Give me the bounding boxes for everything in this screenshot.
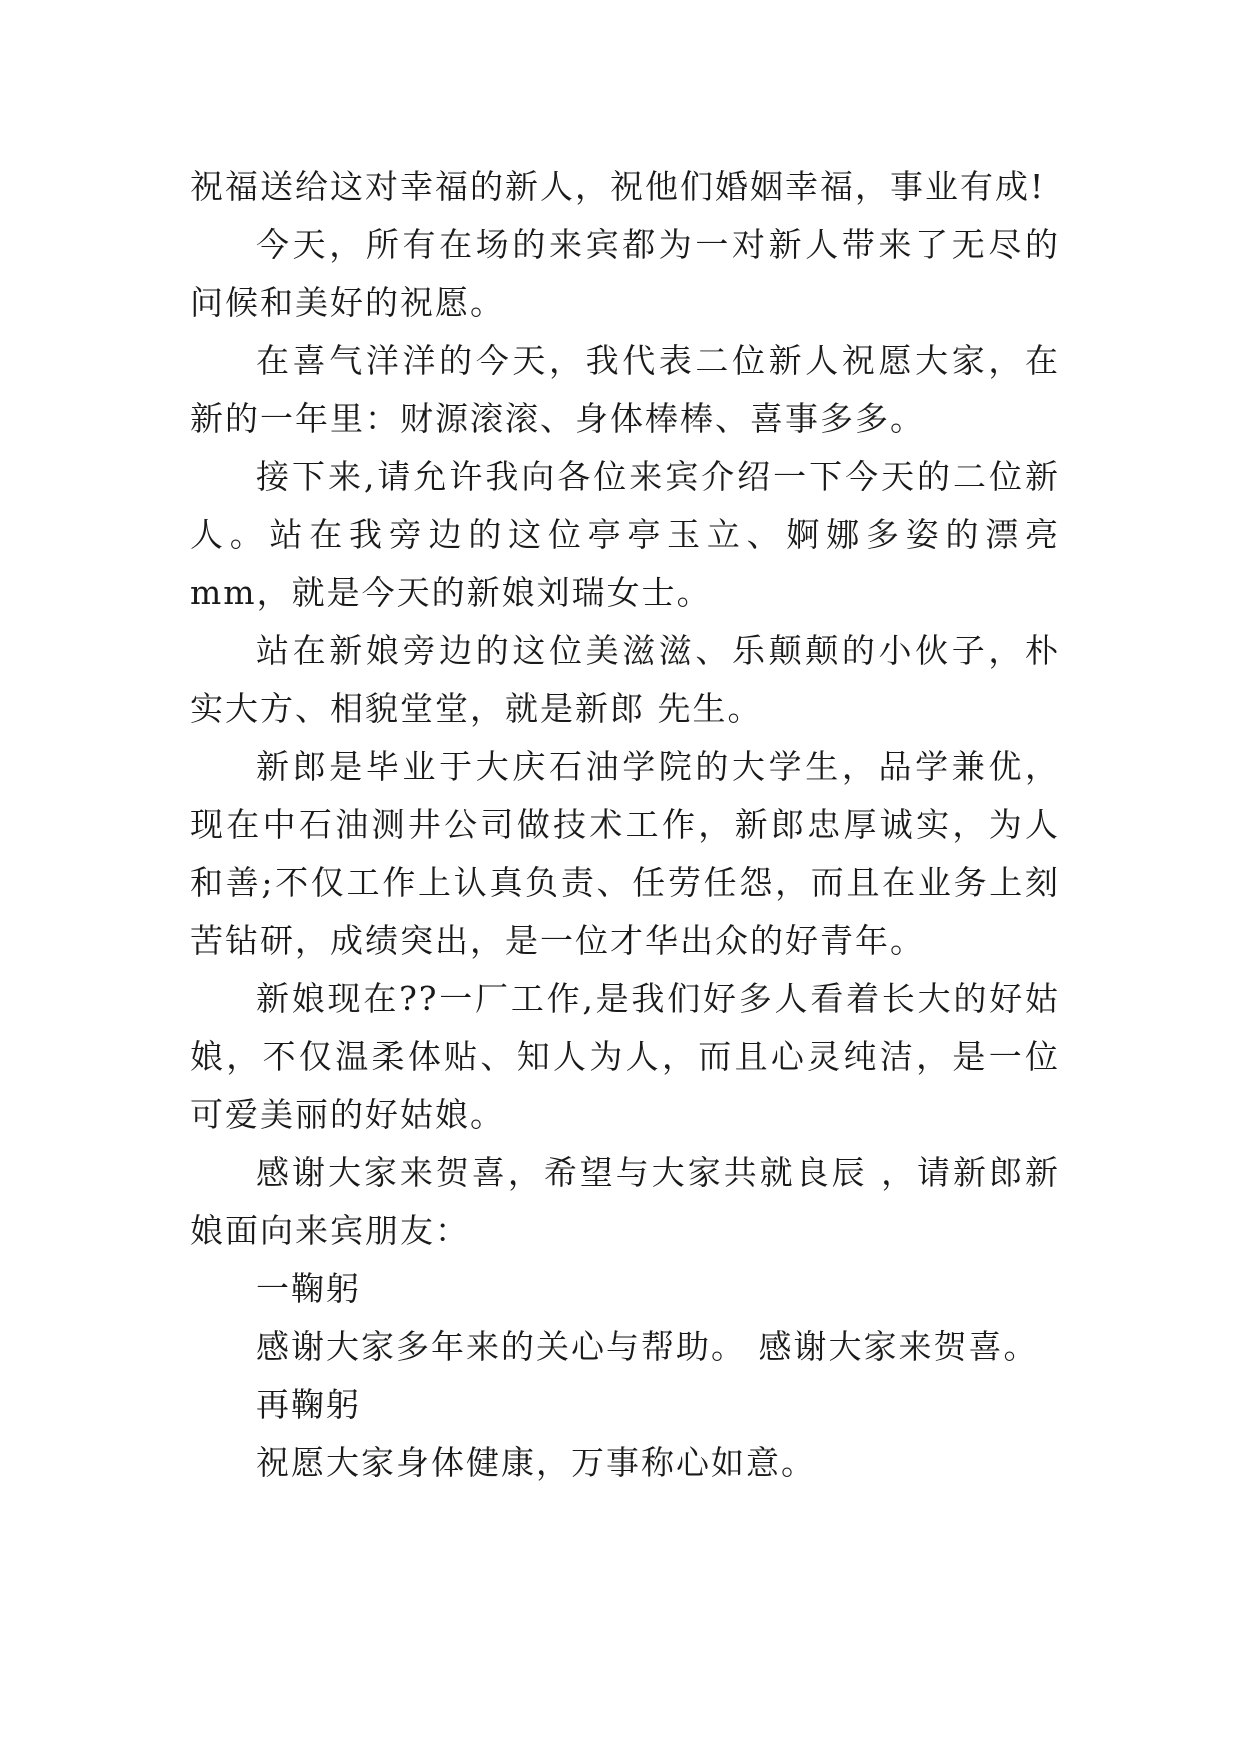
paragraph-bride-details: 新娘现在??一厂工作,是我们好多人看着长大的好姑娘，不仅温柔体贴、知人为人，而且心灵纯洁，是一位可爱美丽的好姑娘。 xyxy=(190,979,1060,1134)
paragraph-second-bow: 再鞠躬 xyxy=(256,1385,361,1424)
paragraph-bride-introduction: 接下来,请允许我向各位来宾介绍一下今天的二位新人。站在我旁边的这位亭亭玉立、婀娜多姿的漂亮mm，就是今天的新娘刘瑞女士。 xyxy=(190,457,1060,612)
document-body xyxy=(190,158,1060,1492)
paragraph-second-bow-wishes: 祝愿大家身体健康，万事称心如意。 xyxy=(256,1443,816,1482)
paragraph-blessing: 祝福送给这对幸福的新人，祝他们婚姻幸福，事业有成! xyxy=(190,167,1046,206)
paragraph-groom-details: 新郎是毕业于大庆石油学院的大学生，品学兼优，现在中石油测井公司做技术工作，新郎忠厚诚实，为人和善;不仅工作上认真负责、任劳任怨，而且在业务上刻苦钻研，成绩突出，是一位才华出众的好青年。 xyxy=(190,747,1060,960)
paragraph-guests-greetings: 今天，所有在场的来宾都为一对新人带来了无尽的问候和美好的祝愿。 xyxy=(190,225,1060,322)
paragraph-first-bow-thanks: 感谢大家多年来的关心与帮助。 感谢大家来贺喜。 xyxy=(256,1327,1039,1366)
paragraph-new-year-wishes: 在喜气洋洋的今天，我代表二位新人祝愿大家，在新的一年里：财源滚滚、身体棒棒、喜事多多。 xyxy=(190,341,1060,438)
paragraph-first-bow: 一鞠躬 xyxy=(256,1269,361,1308)
paragraph-thanks: 感谢大家来贺喜，希望与大家共就良辰 ，请新郎新娘面向来宾朋友： xyxy=(190,1153,1060,1250)
paragraph-groom-introduction: 站在新娘旁边的这位美滋滋、乐颠颠的小伙子，朴实大方、相貌堂堂，就是新郎 先生。 xyxy=(190,631,1060,728)
